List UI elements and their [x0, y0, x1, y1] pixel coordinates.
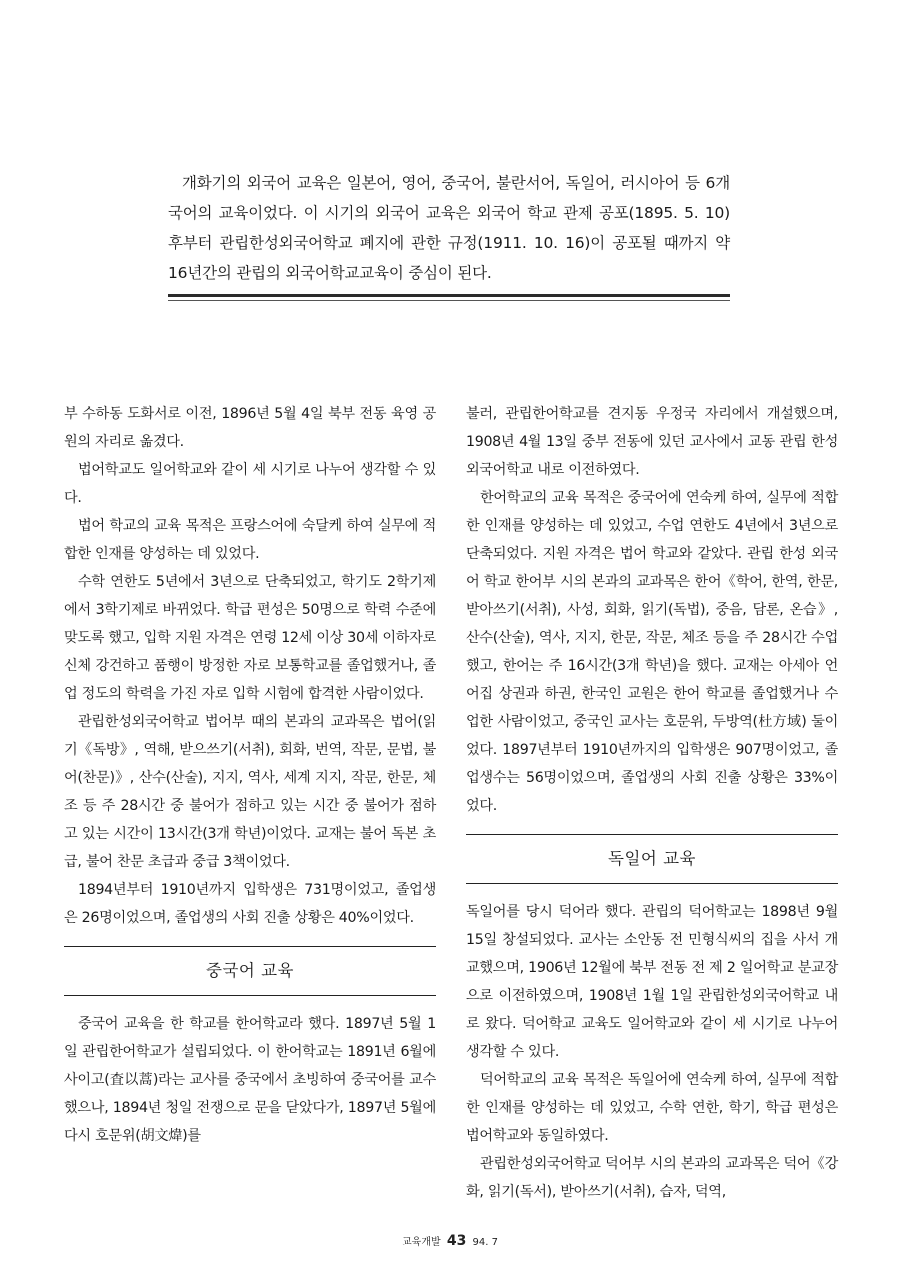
left-paragraph-4: 수학 연한도 5년에서 3년으로 단축되었고, 학기도 2학기제에서 3학기제로 바뀌었다. 학급 편성은 50명으로 학력 수준에 맞도록 했고, 입학 지원 자격은 연령 12세 이상 30세 이하자로 신체 강건하고 품행이 방정한 자로 보통학교를 졸업했거나, 졸업 정도의 학력을 가진 자로 입학 시험에 합격한 사람이었다.	[64, 574, 436, 702]
left-paragraph-6: 1894년부터 1910년까지 입학생은 731명이었고, 졸업생은 26명이었으며, 졸업생의 사회 진출 상황은 40%이었다.	[64, 882, 436, 926]
right-paragraph-3: 독일어를 당시 덕어라 했다. 관립의 덕어학교는 1898년 9월 15일 창설되었다. 교사는 소안동 전 민형식씨의 집을 사서 개교했으며, 1906년 12월에 북부 전동 전 제 2 일어학교 분교장으로 이전하였으며, 1908년 1월 1일 관립한성외국어학교 내로 왔다. 덕어학교 교육도 일어학교와 같이 세 시기로 나누어 생각할 수 있다.	[466, 904, 838, 1060]
magazine-name: 교육개발	[402, 1237, 441, 1248]
right-paragraph-1: 불러, 관립한어학교를 견지동 우정국 자리에서 개설했으며, 1908년 4월 13일 중부 전동에 있던 교사에서 교동 관립 한성외국어학교 내로 이전하였다.	[466, 406, 838, 478]
section-heading-german: 독일어 교육	[466, 834, 838, 884]
page-number: 43	[446, 1233, 467, 1249]
intro-paragraph: 개화기의 외국어 교육은 일본어, 영어, 중국어, 불란서어, 독일어, 러시아어 등 6개 국어의 교육이었다. 이 시기의 외국어 교육은 외국어 학교 관제 공포(1895. 5. 10) 후부터 관립한성외국어학교 폐지에 관한 규정(1911. 10. 16)이 공포될 때까지 약 16년간의 관립의 외국어학교교육이 중심이 된다.	[168, 174, 730, 282]
right-column	[466, 400, 838, 1206]
intro-rule-thick	[168, 294, 730, 297]
intro-box	[168, 168, 730, 288]
left-paragraph-7: 중국어 교육을 한 학교를 한어학교라 했다. 1897년 5월 1일 관립한어학교가 설립되었다. 이 한어학교는 1891년 6월에 사이고(査以蒿)라는 교사를 중국에서 초빙하여 중국어를 교수했으나, 1894년 청일 전쟁으로 문을 닫았다가, 1897년 5월에 다시 호문위(胡文煒)를	[64, 1016, 436, 1144]
right-paragraph-2: 한어학교의 교육 목적은 중국어에 연숙케 하여, 실무에 적합한 인재를 양성하는 데 있었고, 수업 연한도 4년에서 3년으로 단축되었다. 지원 자격은 법어 학교와 같았다. 관립 한성 외국어 학교 한어부 시의 본과의 교과목은 한어《학어, 한역, 한문, 받아쓰기(서취), 사성, 회화, 읽기(독법), 중음, 담론, 온습》, 산수(산술), 역사, 지지, 한문, 작문, 체조 등을 주 28시간 수업했고, 한어는 주 16시간(3개 학년)을 했다. 교재는 아세아 언어집 상권과 하권, 한국인 교원은 한어 학교를 졸업했거나 수업한 사람이었고, 중국인 교사는 호문위, 두방역(杜方域) 둘이었다. 1897년부터 1910년까지의 입학생은 907명이었고, 졸업생수는 56명이었으며, 졸업생의 사회 진출 상황은 33%이었다.	[466, 490, 838, 814]
section-heading-chinese: 중국어 교육	[64, 946, 436, 996]
intro-rule-thin	[168, 300, 730, 301]
page-footer	[0, 1233, 900, 1249]
left-paragraph-1: 부 수하동 도화서로 이전, 1896년 5월 4일 북부 전동 육영 공원의 자리로 옮겼다.	[64, 406, 436, 450]
right-paragraph-4: 덕어학교의 교육 목적은 독일어에 연숙케 하여, 실무에 적합한 인재를 양성하는 데 있었고, 수학 연한, 학기, 학급 편성은 법어학교와 동일하였다.	[466, 1072, 838, 1144]
left-paragraph-3: 법어 학교의 교육 목적은 프랑스어에 숙달케 하여 실무에 적합한 인재를 양성하는 데 있었다.	[64, 518, 436, 562]
left-column	[64, 400, 436, 1150]
left-paragraph-5: 관립한성외국어학교 법어부 때의 본과의 교과목은 법어(읽기《독방》, 역해, 받으쓰기(서취), 회화, 번역, 작문, 문법, 불어(찬문)》, 산수(산술), 지지, 역사, 세계 지지, 작문, 한문, 체조 등 주 28시간 중 불어가 점하고 있는 시간 중 불어가 점하고 있는 시간이 13시간(3개 학년)이었다. 교재는 불어 독본 초급, 불어 찬문 초급과 중급 3책이었다.	[64, 714, 436, 870]
left-paragraph-2: 법어학교도 일어학교와 같이 세 시기로 나누어 생각할 수 있다.	[64, 462, 436, 506]
issue-date: 94. 7	[472, 1237, 498, 1248]
right-paragraph-5: 관립한성외국어학교 덕어부 시의 본과의 교과목은 덕어《강화, 읽기(독서), 받아쓰기(서취), 습자, 덕역,	[466, 1156, 838, 1200]
